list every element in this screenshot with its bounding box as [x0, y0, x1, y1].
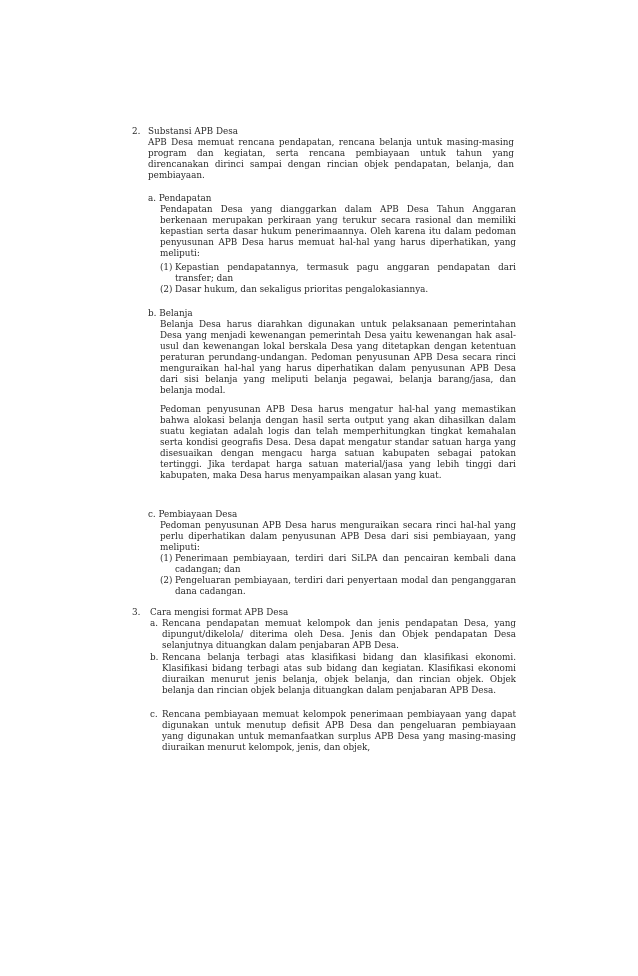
pembiayaan-heading: c. Pembiayaan Desa	[148, 510, 238, 520]
list-item-text: Rencana pembiayaan memuat kelompok penerimaan pembiayaan yang dapat digunakan untuk menutup defisit APB Desa dan pengeluaran pembiayaan yang digunakan untuk memanfaatkan surplus APB Desa yang masing-masing diuraikan menurut kelompok, jenis, dan objek,	[162, 710, 516, 753]
list-item-text: Kepastian pendapatannya, termasuk pagu anggaran pendapatan dari transfer; dan	[175, 263, 516, 284]
list-number: (1)	[160, 263, 173, 273]
section-2-intro: APB Desa memuat rencana pendapatan, rencana belanja untuk masing-masing program dan kegiatan, serta rencana pembiayaan untuk tahun yang direncanakan dirinci sampai dengan rincian objek pendapatan, belanja, dan pembiayaan.	[148, 138, 514, 181]
belanja-paragraph-2: Pedoman penyusunan APB Desa harus mengatur hal-hal yang memastikan bahwa alokasi belanja dengan hasil serta output yang akan dihasilkan dalam suatu kegiatan adalah logis dan telah memperhitungkan tingkat kemahalan serta kondisi geografis Desa. Desa dapat mengatur standar satuan harga yang disesuaikan dengan mengacu harga satuan kabupaten sebagai patokan tertinggi. Jika terdapat harga satuan material/jasa yang lebih tinggi dari kabupaten, maka Desa harus menyampaikan alasan yang kuat.	[160, 405, 516, 481]
list-letter: b.	[150, 653, 159, 663]
pembiayaan-item-1	[160, 554, 516, 576]
list-item-text: Rencana pendapatan memuat kelompok dan jenis pendapatan Desa, yang dipungut/dikelola/ diterima oleh Desa. Jenis dan Objek pendapatan Desa selanjutnya dituangkan dalam penjabaran APB Desa.	[162, 619, 516, 651]
pendapatan-body: Pendapatan Desa yang dianggarkan dalam APB Desa Tahun Anggaran berkenaan merupakan perkiraan yang terukur secara rasional dan memiliki kepastian serta dasar hukum penerimaannya. Oleh karena itu dalam pedoman penyusunan APB Desa harus memuat hal-hal yang harus diperhatikan, yang meliputi:	[160, 205, 516, 259]
list-number: (2)	[160, 576, 173, 586]
belanja-heading: b. Belanja	[148, 309, 193, 319]
section-3-item-a	[150, 619, 516, 652]
section-3-item-c	[150, 710, 516, 754]
pendapatan-item-2	[160, 285, 516, 296]
list-number: (1)	[160, 554, 173, 564]
list-item-text: Penerimaan pembiayaan, terdiri dari SiLPA dan pencairan kembali dana cadangan; dan	[175, 554, 516, 575]
section-2-number: 2.	[132, 127, 141, 137]
list-letter: c.	[150, 710, 158, 720]
pembiayaan-item-2	[160, 576, 516, 598]
pendapatan-heading: a. Pendapatan	[148, 194, 212, 204]
list-number: (2)	[160, 285, 173, 295]
section-3-title: Cara mengisi format APB Desa	[150, 608, 289, 618]
list-item-text: Pengeluaran pembiayaan, terdiri dari penyertaan modal dan penganggaran dana cadangan.	[175, 576, 516, 597]
pendapatan-item-1	[160, 263, 516, 285]
belanja-paragraph-1: Belanja Desa harus diarahkan digunakan untuk pelaksanaan pemerintahan Desa yang menjadi kewenangan pemerintah Desa yaitu kewenangan hak asal-usul dan kewenangan lokal berskala Desa yang ditetapkan dengan ketentuan peraturan perundang-undangan. Pedoman penyusunan APB Desa secara rinci menguraikan hal-hal yang harus diperhatikan dalam penyusunan APB Desa dari sisi belanja yang meliputi belanja pegawai, belanja barang/jasa, dan belanja modal.	[160, 320, 516, 396]
section-3-number: 3.	[132, 608, 141, 618]
section-3-item-b	[150, 653, 516, 697]
list-item-text: Dasar hukum, dan sekaligus prioritas pengalokasiannya.	[175, 285, 429, 295]
pembiayaan-body: Pedoman penyusunan APB Desa harus menguraikan secara rinci hal-hal yang perlu diperhatikan dalam penyusunan APB Desa dari sisi pembiayaan, yang meliputi:	[160, 521, 516, 553]
section-2-title: Substansi APB Desa	[148, 127, 238, 137]
list-item-text: Rencana belanja terbagi atas klasifikasi bidang dan klasifikasi ekonomi. Klasifikasi bidang terbagi atas sub bidang dan kegiatan. Klasifikasi ekonomi diuraikan menurut jenis belanja, objek belanja, dan rincian objek. Objek belanja dan rincian objek belanja dituangkan dalam penjabaran APB Desa.	[162, 653, 516, 696]
list-letter: a.	[150, 619, 159, 629]
